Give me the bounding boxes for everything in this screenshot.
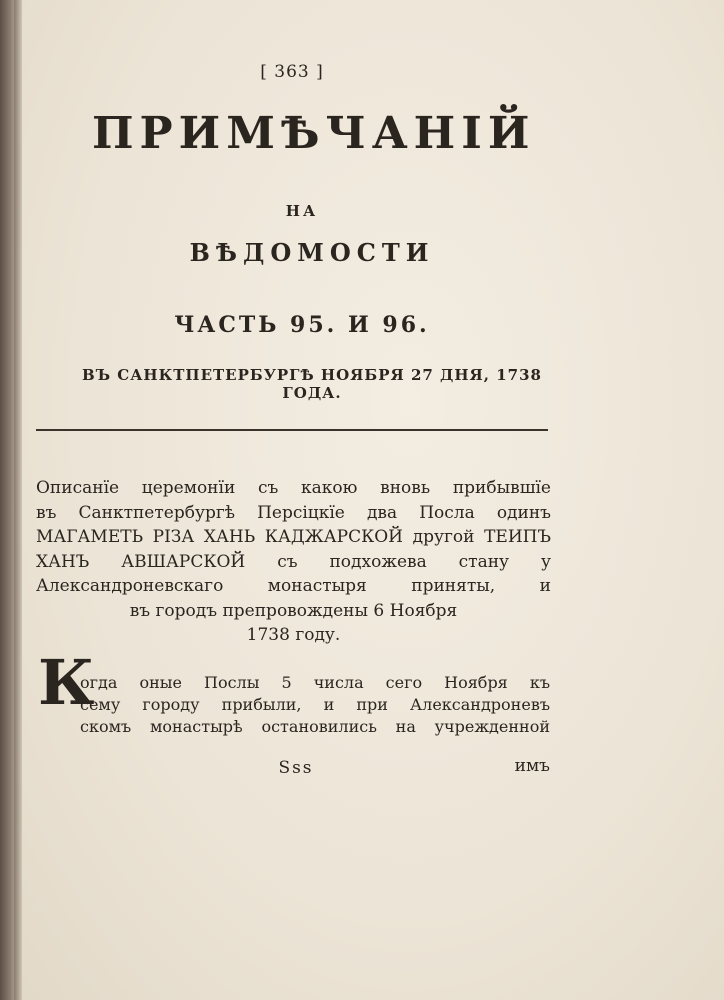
- drop-cap: К: [38, 646, 95, 719]
- page-number: [ 363 ]: [260, 62, 324, 82]
- heading-line: 1738 году.: [246, 625, 341, 645]
- heading-line: МАГАМЕТЬ РІЗА ХАНЬ КАДЖАРСКОЙ другой ТЕИПЪ: [36, 527, 551, 547]
- dateline: ВЪ САНКТПЕТЕРБУРГѢ НОЯБРЯ 27 ДНЯ, 1738 ГОДА.: [82, 366, 542, 402]
- section-heading: [36, 476, 551, 648]
- body-line: огда оные Послы 5 числа сего Ноября къ: [80, 673, 550, 692]
- body-line: сему городу прибыли, и при Александроневъ: [80, 695, 550, 714]
- heading-line: въ Санктпетербургѣ Персiцкїе два Посла одинъ: [36, 502, 551, 523]
- heading-line: Описанїе церемонїи съ какою вновь прибывшїе: [36, 478, 551, 498]
- horizontal-rule: [36, 429, 548, 431]
- printer-signature: Sss: [278, 758, 314, 778]
- heading-line: въ городъ препровождены 6 Ноября: [129, 600, 458, 621]
- catchword: имъ: [514, 756, 550, 776]
- body-text: [80, 672, 550, 738]
- body-line: скомъ монастырѣ остановились на учрежденной: [80, 717, 550, 736]
- page-subtitle: ВѢДОМОСТИ: [189, 238, 435, 267]
- page-title: ПРИМѢЧАНІЙ: [92, 108, 536, 159]
- heading-line: Александроневскаго монастыря приняты, и: [36, 576, 551, 596]
- heading-line: ХАНЪ АВШАРСКОЙ съ подхожева стану у: [36, 551, 551, 572]
- parts-label: ЧАСТЬ 95. И 96.: [174, 312, 430, 338]
- title-preposition: НА: [285, 202, 319, 220]
- book-page: [22, 0, 724, 1000]
